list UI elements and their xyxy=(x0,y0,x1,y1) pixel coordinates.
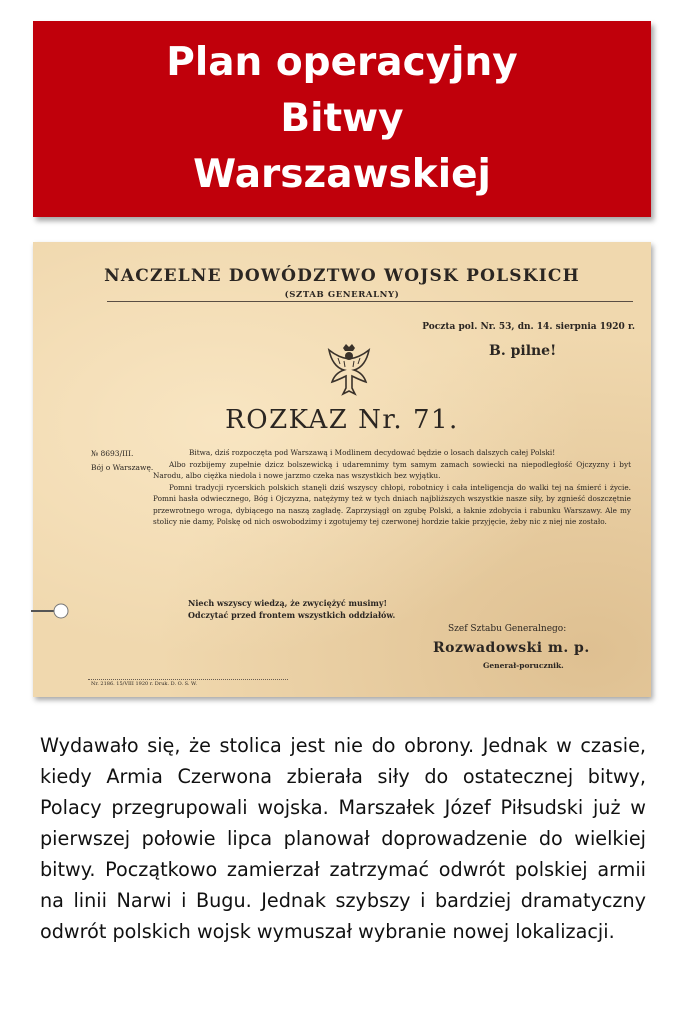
title-line-3: Warszawskiej xyxy=(193,152,491,197)
description-paragraph: Wydawało się, że stolica jest nie do obrony. Jednak w czasie, kiedy Armia Czerwona zbierała siły do ostatecznej bitwy, Polacy przegrupowali wojska. Marszałek Józef Piłsudski już w pierwszej połowie lipca planował doprowadzenie do wielkiej bitwy. Początkowo zamierzał zatrzymać odwrót polskiej armii na linii Narwi i Bugu. Jednak szybszy i bardziej dramatyczny odwrót polskich wojsk wymuszał wybranie nowej lokalizacji. xyxy=(40,734,646,943)
title-line-1: Plan operacyjny xyxy=(166,40,518,85)
document-subheader: (SZTAB GENERALNY) xyxy=(284,290,400,300)
order-paragraph-3: Pomni tradycji rycerskich polskich stanęli dziś wszyscy chłopi, robotnicy i cała inteligencja do walki tej na śmierć i życie. Pomni hasła odwiecznego, Bóg i Ojczyzna, natężymy też w tych dniach najbliższych wszystkie nasze siły, by zgnieść doszczętnie przewrotnego wroga, dybiącego na naszą zagładę. Zaprzysiągł on zgubę Polski, a łaknie zdobycia i rabunku Warszawy. Ale my stolicy nie damy, Polskę od nich oswobodzimy i zgotujemy tej czerwonej hordzie takie przyjęcie, żeby nic z niej nie zostało. xyxy=(153,482,631,526)
eagle-emblem-icon xyxy=(326,342,372,396)
document-header: NACZELNE DOWÓDZTWO WOJSK POLSKICH xyxy=(104,266,580,286)
title-banner xyxy=(33,21,651,217)
signature-name: Rozwadowski m. p. xyxy=(433,640,590,656)
header-divider xyxy=(107,301,633,302)
reference-subject: Bój o Warszawę. xyxy=(91,463,154,472)
signature-title: Szef Sztabu Generalnego: xyxy=(448,624,567,634)
urgency-mark: B. pilne! xyxy=(489,343,557,359)
signature-rank: Generał-porucznik. xyxy=(483,661,564,670)
punch-hole-icon xyxy=(31,599,69,623)
document-footer: Nr. 2186. 15/VIII 1920 r. Druk. D. O. S. W. xyxy=(91,681,197,687)
order-body xyxy=(153,447,631,528)
order-paragraph-2: Albo rozbijemy zupełnie dzicz bolszewicką i udaremnimy tym samym zamach sowiecki na niepodległość Ojczyzny i byt Narodu, albo ciężka niedola i nowe jarzmo czeka nas wszystkich bez wyjątku. xyxy=(153,459,631,480)
footer-divider xyxy=(88,679,288,680)
order-closing-2: Odczytać przed frontem wszystkich oddziałów. xyxy=(188,610,396,620)
document-place-date: Poczta pol. Nr. 53, dn. 14. sierpnia 1920 r. xyxy=(422,322,635,332)
order-closing-1: Niech wszyscy wiedzą, że zwyciężyć musimy! xyxy=(188,598,388,608)
historical-document-image xyxy=(33,242,651,697)
order-title: ROZKAZ Nr. 71. xyxy=(225,405,459,435)
order-paragraph-1: Bitwa, dziś rozpoczęta pod Warszawą i Modlinem decydować będzie o losach dalszych całej Polski! xyxy=(189,448,556,457)
title-line-2: Bitwy xyxy=(280,96,404,141)
reference-number: № 8693/III. xyxy=(91,449,134,458)
